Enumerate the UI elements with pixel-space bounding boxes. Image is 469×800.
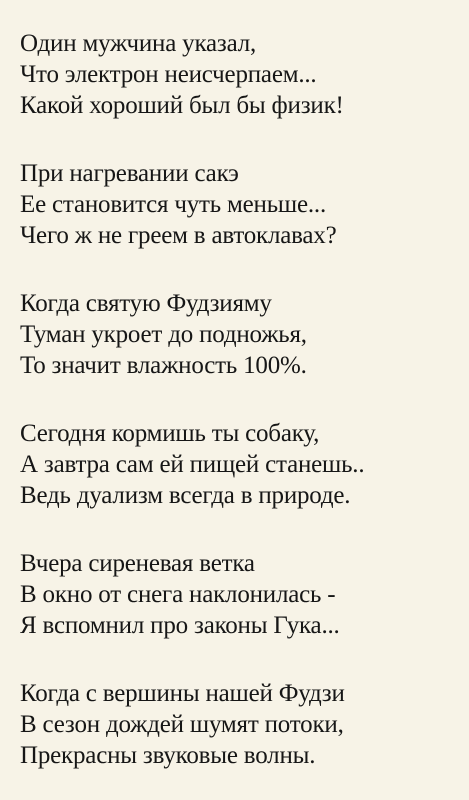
stanza-line: Какой хороший был бы физик!: [20, 92, 344, 119]
stanza-line: Когда святую Фудзияму: [20, 290, 272, 317]
stanza-4: [20, 418, 460, 511]
stanza-line: Туман укроет до подножья,: [20, 321, 307, 348]
stanza-1: [20, 28, 460, 121]
stanza-6: [20, 678, 460, 771]
stanza-line: Прекрасны звуковые волны.: [20, 742, 316, 769]
stanza-line: Сегодня кормишь ты собаку,: [20, 420, 320, 447]
stanza-line: Один мужчина указал,: [20, 30, 257, 57]
stanza-2: [20, 158, 460, 251]
stanza-line: А завтра сам ей пищей станешь..: [20, 451, 365, 478]
stanza-line: В окно от снега наклонилась -: [20, 581, 336, 608]
stanza-3: [20, 288, 460, 381]
stanza-line: Вчера сиреневая ветка: [20, 550, 255, 577]
stanza-line: Чего ж не греем в автоклавах?: [20, 222, 337, 249]
stanza-5: [20, 548, 460, 641]
stanza-line: В сезон дождей шумят потоки,: [20, 711, 344, 738]
stanza-line: Ведь дуализм всегда в природе.: [20, 482, 351, 509]
stanza-line: Я вспомнил про законы Гука...: [20, 612, 340, 639]
stanza-line: Ее становится чуть меньше...: [20, 191, 327, 218]
stanza-line: Что электрон неисчерпаем...: [20, 61, 317, 88]
stanza-line: То значит влажность 100%.: [20, 352, 307, 379]
stanza-line: Когда с вершины нашей Фудзи: [20, 680, 345, 707]
stanza-line: При нагревании сакэ: [20, 160, 239, 187]
